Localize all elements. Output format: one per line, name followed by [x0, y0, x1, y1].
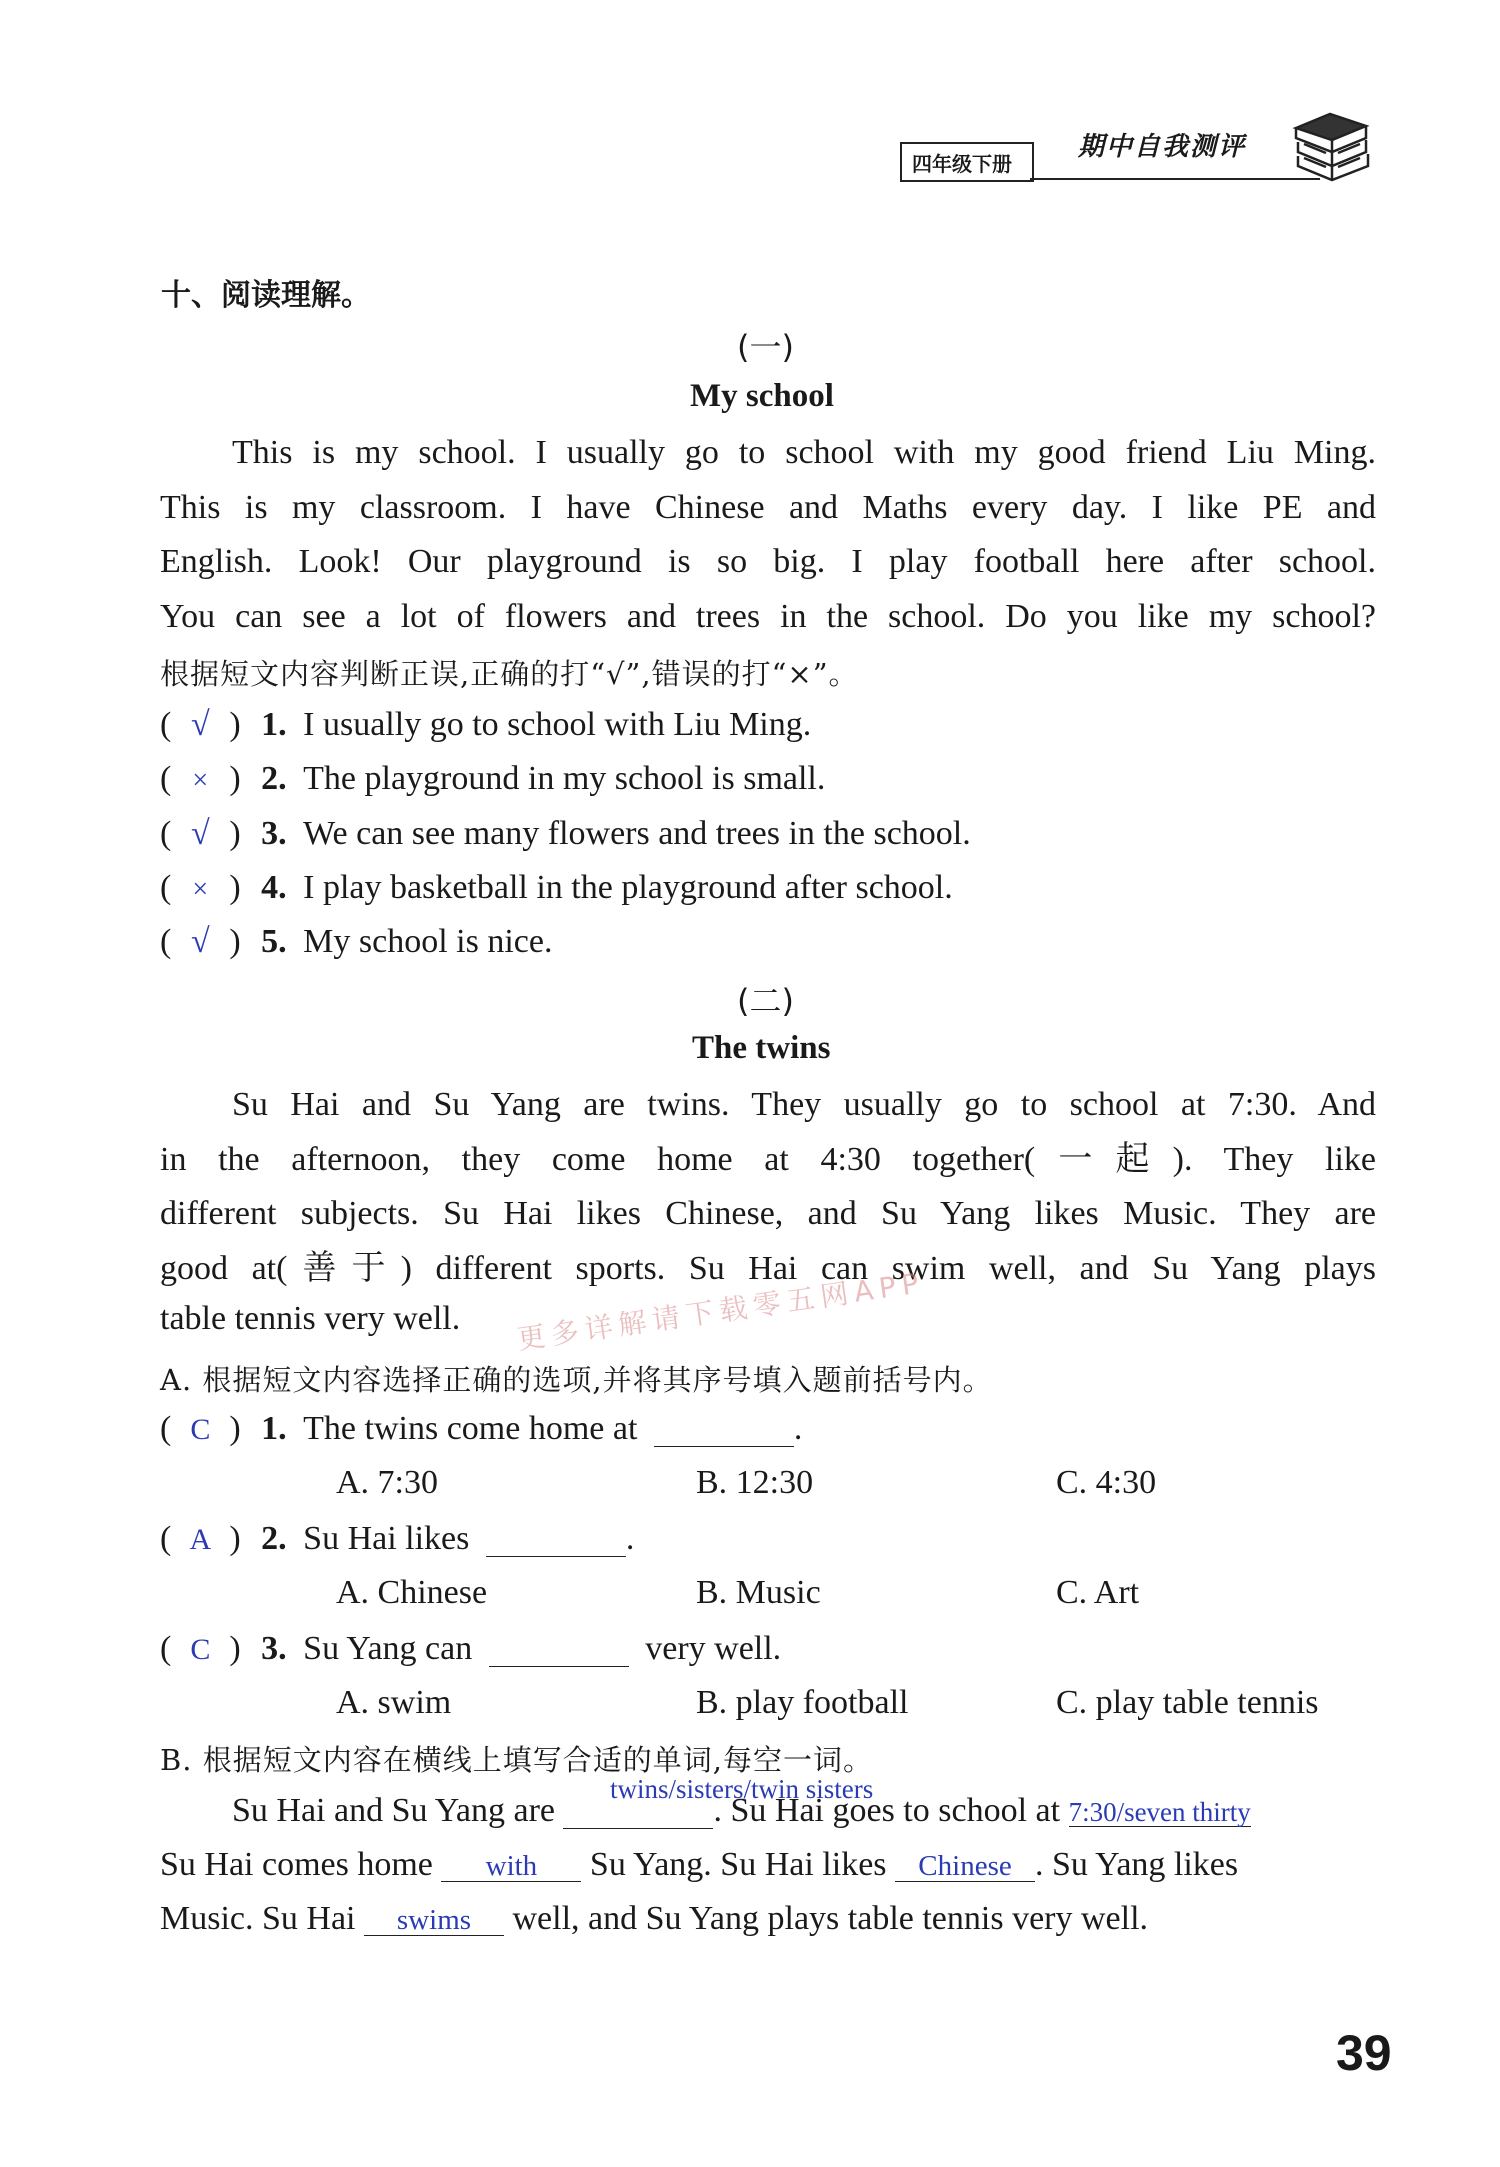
tf-question: ( × ) 4. I play basketball in the playground after school. [160, 869, 953, 906]
tf-question: ( √ ) 1. I usually go to school with Liu Ming. [160, 706, 812, 743]
part2-paragraph [160, 1078, 1376, 1296]
fill-text: Su Hai and Su Yang are [232, 1792, 555, 1829]
header-grade: 四年级下册 [912, 152, 1012, 176]
fill-answer-1: twins/sisters/twin sisters [610, 1774, 874, 1804]
fill-answer-3: with [441, 1852, 581, 1882]
fill-text: Music. Su Hai [160, 1900, 356, 1937]
part1-instruction: 根据短文内容判断正误,正确的打“√”,错误的打“×”。 [160, 657, 859, 691]
option: C. 4:30 [1056, 1464, 1157, 1501]
page-number: 39 [1336, 2025, 1392, 2081]
question-number: 5. [261, 923, 287, 960]
part2-number: (二) [737, 982, 794, 1020]
option: A. 7:30 [336, 1464, 438, 1501]
fill-line-2 [160, 1846, 1238, 1884]
answer-mark: √ [190, 706, 210, 743]
answer-mark: √ [190, 815, 210, 852]
option: A. Chinese [336, 1574, 488, 1611]
fill-answer-5: swims [364, 1906, 504, 1936]
answer-blank [489, 1632, 629, 1667]
fill-text: . Su Yang likes [1035, 1846, 1239, 1883]
paragraph-line: in the afternoon, they come home at 4:30 together(一起). They like [160, 1140, 1376, 1178]
paragraph-line: This is my school. I usually go to school with my good friend Liu Ming. [232, 434, 1376, 471]
option: B. Music [696, 1574, 821, 1611]
question-number: 4. [261, 869, 287, 906]
mc-question: ( C ) 3. Su Yang can very well. [160, 1630, 782, 1667]
option: C. Art [1056, 1574, 1140, 1611]
paragraph-line: You can see a lot of flowers and trees in the school. Do you like my school? [160, 597, 1376, 635]
question-number: 2. [261, 1520, 287, 1557]
fill-line-3 [160, 1900, 1148, 1938]
fill-text: Su Hai comes home [160, 1846, 433, 1883]
books-icon [1290, 108, 1372, 186]
question-text: I play basketball in the playground after school. [303, 869, 953, 906]
question-text: The twins come home at [303, 1410, 638, 1447]
question-number: 1. [261, 1410, 287, 1447]
option: C. play table tennis [1056, 1684, 1319, 1721]
paragraph-line: good at(善于) different sports. Su Hai can swim well, and Su Yang plays [160, 1249, 1376, 1287]
part2-title: The twins [692, 1030, 831, 1066]
fill-answer-4: Chinese [895, 1852, 1035, 1882]
question-suffix: very well. [645, 1630, 782, 1667]
answer-mark: × [192, 874, 209, 905]
option: B. 12:30 [696, 1464, 814, 1501]
option: A. swim [336, 1684, 452, 1721]
part1-number: (一) [737, 328, 794, 366]
answer-blank [654, 1412, 794, 1447]
tf-question: ( √ ) 3. We can see many flowers and trees in the school. [160, 815, 971, 852]
header-title: 期中自我测评 [1078, 132, 1247, 162]
question-text: The playground in my school is small. [303, 760, 826, 797]
answer-mark: × [192, 765, 209, 796]
fill-line-1 [232, 1792, 1251, 1830]
part1-title: My school [690, 378, 834, 414]
mc-question: ( C ) 1. The twins come home at . [160, 1410, 803, 1447]
fill-text: well, and Su Yang plays table tennis very well. [512, 1900, 1149, 1937]
answer-mark: √ [190, 923, 210, 960]
answer-blank [486, 1522, 626, 1557]
paragraph-line: This is my classroom. I have Chinese and Maths every day. I like PE and [160, 488, 1376, 526]
question-number: 3. [261, 815, 287, 852]
question-suffix: . [625, 1520, 635, 1557]
section-heading: 十、阅读理解。 [161, 278, 371, 313]
paragraph-line: Su Hai and Su Yang are twins. They usually go to school at 7:30. And [232, 1086, 1376, 1123]
paragraph-line: different subjects. Su Hai likes Chinese, and Su Yang likes Music. They are [160, 1195, 1376, 1232]
question-number: 1. [261, 706, 287, 743]
tf-question: ( √ ) 5. My school is nice. [160, 923, 553, 960]
question-suffix: . [793, 1410, 803, 1447]
question-text: I usually go to school with Liu Ming. [303, 706, 812, 743]
fill-blank-1 [563, 1794, 713, 1829]
fill-answer-2: 7:30/seven thirty [1068, 1797, 1251, 1827]
question-text: Su Hai likes [303, 1520, 470, 1557]
question-text: My school is nice. [303, 923, 553, 960]
option: B. play football [696, 1684, 909, 1721]
part2-instruction-b: B. 根据短文内容在横线上填写合适的单词,每空一词。 [160, 1743, 873, 1777]
paragraph-last-line: table tennis very well. [160, 1300, 461, 1337]
tf-question: ( × ) 2. The playground in my school is small. [160, 760, 826, 797]
question-number: 2. [261, 760, 287, 797]
watermark: 更多详解请下载零五网APP [515, 1266, 927, 1357]
answer-choice: C [190, 1413, 211, 1446]
fill-text: Su Yang. Su Hai likes [589, 1846, 887, 1883]
header-underline [1030, 178, 1320, 180]
part1-paragraph [160, 426, 1376, 644]
fill-text: . Su Hai goes to school at [713, 1792, 1061, 1829]
question-number: 3. [261, 1630, 287, 1667]
mc-question: ( A ) 2. Su Hai likes . [160, 1520, 635, 1557]
part2-instruction-a: A. 根据短文内容选择正确的选项,并将其序号填入题前括号内。 [160, 1363, 993, 1397]
answer-choice: C [190, 1633, 211, 1666]
paragraph-line: English. Look! Our playground is so big. I play football here after school. [160, 543, 1376, 580]
question-text: Su Yang can [303, 1630, 473, 1667]
answer-choice: A [189, 1523, 212, 1556]
question-text: We can see many flowers and trees in the school. [303, 815, 971, 852]
